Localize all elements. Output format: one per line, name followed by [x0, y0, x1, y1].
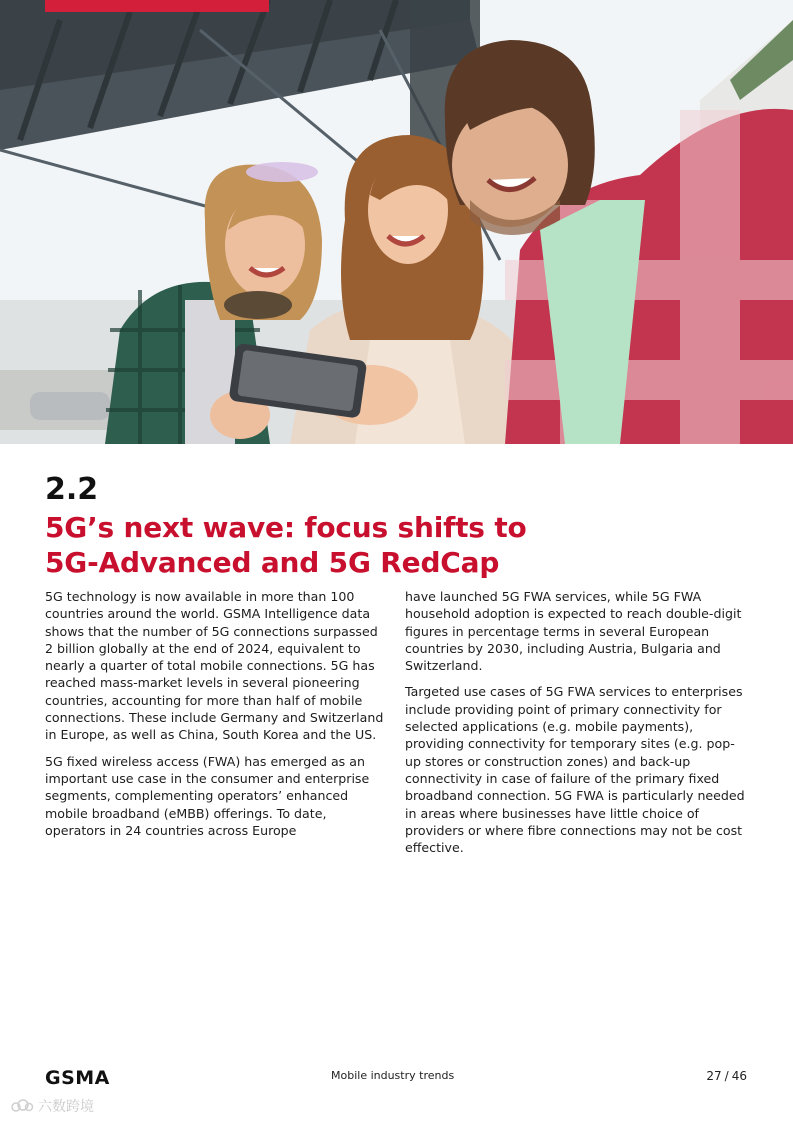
watermark	[10, 1096, 94, 1116]
page-number	[706, 1069, 747, 1083]
page-current: 27	[706, 1069, 722, 1083]
watermark-text: 六数跨境	[38, 1099, 94, 1115]
hero-photo-illustration	[0, 0, 793, 444]
page-separator: /	[724, 1069, 729, 1083]
section-number: 2.2	[45, 472, 99, 507]
section-title-line-2: 5G-Advanced and 5G RedCap	[45, 546, 500, 579]
footer-document-title: Mobile industry trends	[331, 1069, 455, 1082]
body-paragraph: have launched 5G FWA services, while 5G FWA household adoption is expected to reach double-digit figures in percentage terms in several European countries by 2030, including Austria, Bulgaria and Switzerland.	[405, 589, 742, 674]
section-title	[45, 510, 765, 580]
body-column-right	[405, 588, 745, 865]
section-accent-bar	[45, 0, 269, 12]
hero-photo	[0, 0, 793, 444]
body-paragraph: Targeted use cases of 5G FWA services to enterprises include providing point of primary connectivity for selected applications (e.g. mobile payments), providing connectivity for temporary sites (e.g. pop-up stores or construction zones) and back-up connectivity in case of failure of the primary fixed broadband connection. 5G FWA is particularly needed in areas where businesses have little choice of providers or where fibre connections may not be cost effective.	[405, 684, 745, 856]
cloud-logo-icon	[10, 1098, 34, 1114]
body-column-left	[45, 588, 385, 848]
gsma-logo: GSMA	[45, 1067, 110, 1089]
page-total: 46	[731, 1069, 747, 1083]
body-paragraph: 5G fixed wireless access (FWA) has emerged as an important use case in the consumer and enterprise segments, complementing operators’ enhanced mobile broadband (eMBB) offerings. To date, operators in 24 countries across Europe	[45, 753, 370, 838]
body-paragraph: 5G technology is now available in more than 100 countries around the world. GSMA Intelligence data shows that the number of 5G connections surpassed 2 billion globally at the end of 2024, equivalent to nearly a quarter of total mobile connections. 5G has reached mass-market levels in several pioneering countries, accounting for more than half of mobile connections. These include Germany and Switzerland in Europe, as well as China, South Korea and the US.	[45, 589, 384, 743]
section-title-line-1: 5G’s next wave: focus shifts to	[45, 511, 527, 544]
